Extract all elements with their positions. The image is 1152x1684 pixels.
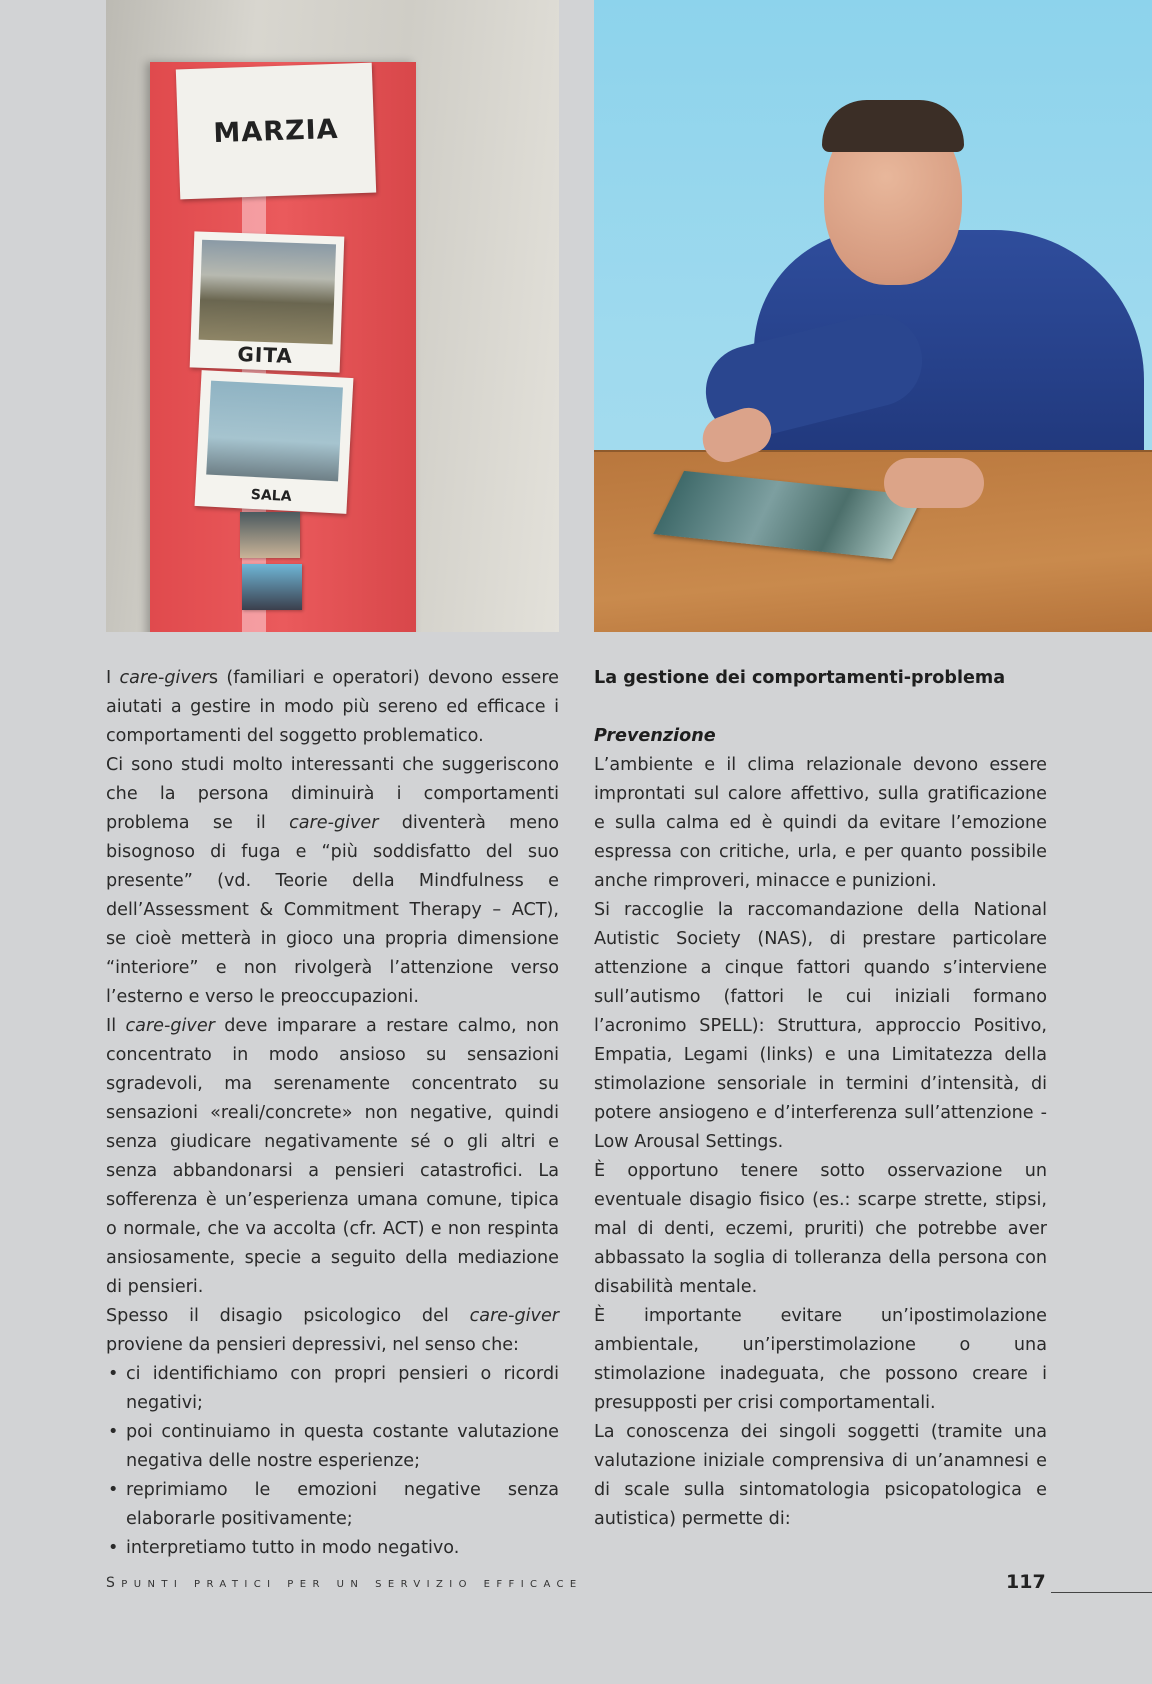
list-item: • ci identifichiamo con propri pensieri o ricordi negativi; (106, 1360, 559, 1418)
paragraph: Il care-giver deve imparare a restare calmo, non concentrato in modo ansioso su sensazioni sgradevoli, ma serenamente concentrato su sensazioni «reali/concrete» non negative, quindi senza giudicare negativamente sé o gli altri e senza abbandonarsi a pensieri catastrofici. La sofferenza è un’esperienza umana comune, tipica o normale, che va accolta (cfr. ACT) e non respinta ansiosamente, specie a seguito della mediazione di pensieri. (106, 1016, 560, 1297)
paragraph: Ci sono studi molto interessanti che suggeriscono che la persona diminuirà i comportamenti problema se il care-giver diventerà meno bisognoso di fuga e “più soddisfatto del suo presente” (vd. Teorie della Mindfulness e dell’Assessment & Commitment Therapy – ACT), se cioè metterà in gioco una propria dimensione “interiore” e non rivolgerà l’attenzione verso l’esterno e verso le preoccupazioni. (106, 755, 560, 1007)
room-picture (206, 381, 343, 482)
paragraph: È opportuno tenere sotto osservazione un eventuale disagio fisico (es.: scarpe strette, stipsi, mal di denti, eczemi, pruriti) che potrebbe aver abbassato la soglia di tolleranza della persona con disabilità mentale. (594, 1161, 1047, 1297)
man-right-hand (884, 458, 984, 508)
bullet-list (106, 1360, 559, 1563)
name-card: MARZIA (176, 63, 376, 200)
page-number: 117 (1006, 1571, 1046, 1593)
photo-man-at-table (594, 0, 1152, 632)
footer-rule (1051, 1592, 1152, 1593)
paragraph: Spesso il disagio psicologico del care-giver proviene da pensieri depressivi, nel senso che: (106, 1306, 559, 1355)
list-item: • interpretiamo tutto in modo negativo. (106, 1534, 559, 1563)
section-subheading: Prevenzione (594, 726, 716, 746)
polaroid-gita (190, 231, 345, 372)
paragraph: Si raccoglie la raccomandazione della National Autistic Society (NAS), di prestare particolare attenzione a cinque fattori quando s’interviene sull’autismo (fattori le cui iniziali formano l’acronimo SPELL): Struttura, approccio Positivo, Empatia, Legami (links) e una Limitatezza della stimolazione sensoriale in termini d’intensità, di potere ansiogeno e d’interferenza sull’attenzione - Low Arousal Settings. (594, 900, 1047, 1152)
list-item: • reprimiamo le emozioni negative senza elaborarle positivamente; (106, 1476, 559, 1534)
small-portrait-2 (242, 564, 302, 610)
paragraph: È importante evitare un’ipostimolazione ambientale, un’iperstimolazione o una stimolazione inadeguata, che possono creare i presupposti per crisi comportamentali. (594, 1306, 1047, 1413)
paragraph: La conoscenza dei singoli soggetti (tramite una valutazione iniziale comprensiva di un’anamnesi e di scale sulla sintomatologia psicopatologica e autistica) permette di: (594, 1422, 1047, 1529)
man-hair (822, 100, 964, 152)
polaroid-sala (195, 370, 354, 514)
running-footer-title: Spunti pratici per un servizio efficace (106, 1575, 583, 1591)
polaroid-caption-sala: SALA (250, 486, 292, 505)
paragraph: L’ambiente e il clima relazionale devono essere improntati sul calore affettivo, sulla gratificazione e sulla calma ed è quindi da evitare l’emozione espressa con critiche, urla, e per quanto possibile anche rimproveri, minacce e punizioni. (594, 755, 1047, 891)
small-portrait-1 (240, 512, 300, 558)
list-item: • poi continuiamo in questa costante valutazione negativa delle nostre esperienze; (106, 1418, 559, 1476)
section-heading: La gestione dei comportamenti-problema (594, 668, 1006, 688)
landscape-picture (199, 240, 336, 345)
photo-visual-schedule-board (106, 0, 559, 632)
left-text-column (106, 664, 559, 1563)
paragraph: I care-givers (familiari e operatori) devono essere aiutati a gestire in modo più sereno ed efficace i comportamenti del soggetto problematico. (106, 668, 559, 746)
right-text-column (594, 664, 1047, 1534)
polaroid-caption-gita: GITA (237, 342, 294, 368)
